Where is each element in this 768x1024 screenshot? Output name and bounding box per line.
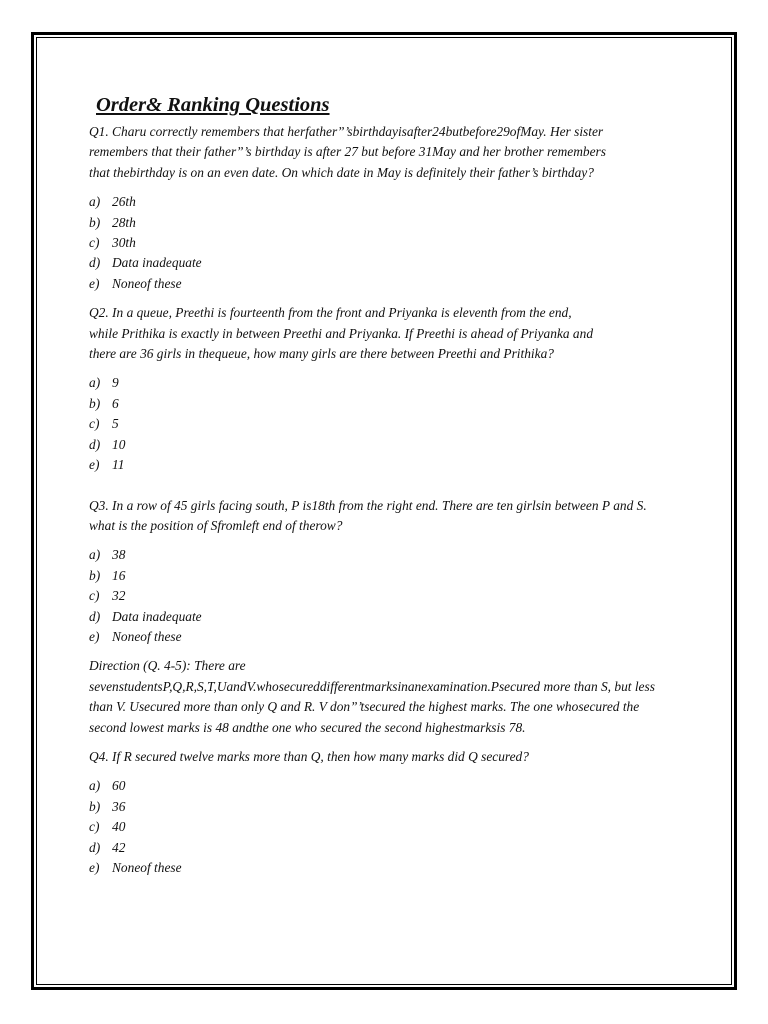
option: d) Data inadequate	[89, 608, 202, 624]
option: a) 60	[89, 778, 126, 794]
question-3	[89, 496, 733, 648]
option: a) 26th	[89, 194, 136, 210]
option: c) 40	[89, 819, 126, 835]
direction-line-2: sevenstudentsP,Q,R,S,T,UandV.whosecureddifferentmarksinanexamination.Psecured more than S, but less	[89, 678, 655, 694]
question-2-line-2: while Prithika is exactly in between Preethi and Priyanka. If Preethi is ahead of Priyanka and	[89, 325, 594, 341]
question-4	[89, 747, 733, 878]
question-1-line-1: Q1. Charu correctly remembers that herfather”’sbirthdayisafter24butbefore29ofMay. Her sister	[89, 124, 604, 139]
direction-block	[89, 656, 733, 738]
option: a) 9	[89, 375, 119, 391]
option: e) Noneof these	[89, 628, 182, 644]
direction-line-4: second lowest marks is 48 andthe one who secured the second highestmarksis 78.	[89, 719, 526, 735]
option: b) 36	[89, 798, 126, 814]
option: b) 6	[89, 395, 119, 411]
question-1-line-2: remembers that their father”’s birthday is after 27 but before 31May and her brother remembers	[89, 144, 606, 160]
option: d) 42	[89, 839, 126, 855]
option: c) 30th	[89, 235, 136, 251]
question-4-options	[89, 776, 733, 878]
question-2-line-3: there are 36 girls in thequeue, how many girls are there between Preethi and Prithika?	[89, 346, 554, 362]
direction-line-1: Direction (Q. 4-5): There are	[89, 658, 246, 674]
question-2	[89, 303, 733, 475]
option: e) Noneof these	[89, 275, 182, 291]
option: c) 5	[89, 416, 119, 432]
question-3-line-1: Q3. In a row of 45 girls facing south, P is18th from the right end. There are ten girlsin between P and S.	[89, 497, 647, 513]
question-3-options	[89, 545, 733, 647]
option: e) 11	[89, 457, 125, 473]
question-1-line-3: that thebirthday is on an even date. On which date in May is definitely their father’s birthday?	[89, 164, 594, 180]
option: d) Data inadequate	[89, 255, 202, 271]
document-page	[89, 92, 733, 982]
question-2-options	[89, 373, 733, 475]
option: b) 28th	[89, 214, 136, 230]
question-1-options	[89, 192, 733, 294]
question-3-line-2: what is the position of Sfromleft end of therow?	[89, 517, 343, 533]
option: e) Noneof these	[89, 860, 182, 875]
option: d) 10	[89, 436, 126, 452]
page-title: Order& Ranking Questions	[96, 94, 330, 116]
question-4-line-1: Q4. If R secured twelve marks more than Q, then how many marks did Q secured?	[89, 748, 529, 764]
direction-line-3: than V. Usecured more than only Q and R. V don”’tsecured the highest marks. The one whosecured the	[89, 699, 640, 715]
option: a) 38	[89, 547, 126, 563]
option: b) 16	[89, 567, 126, 583]
question-2-line-1: Q2. In a queue, Preethi is fourteenth from the front and Priyanka is eleventh from the end,	[89, 305, 572, 321]
question-1	[89, 122, 733, 294]
option: c) 32	[89, 588, 126, 604]
